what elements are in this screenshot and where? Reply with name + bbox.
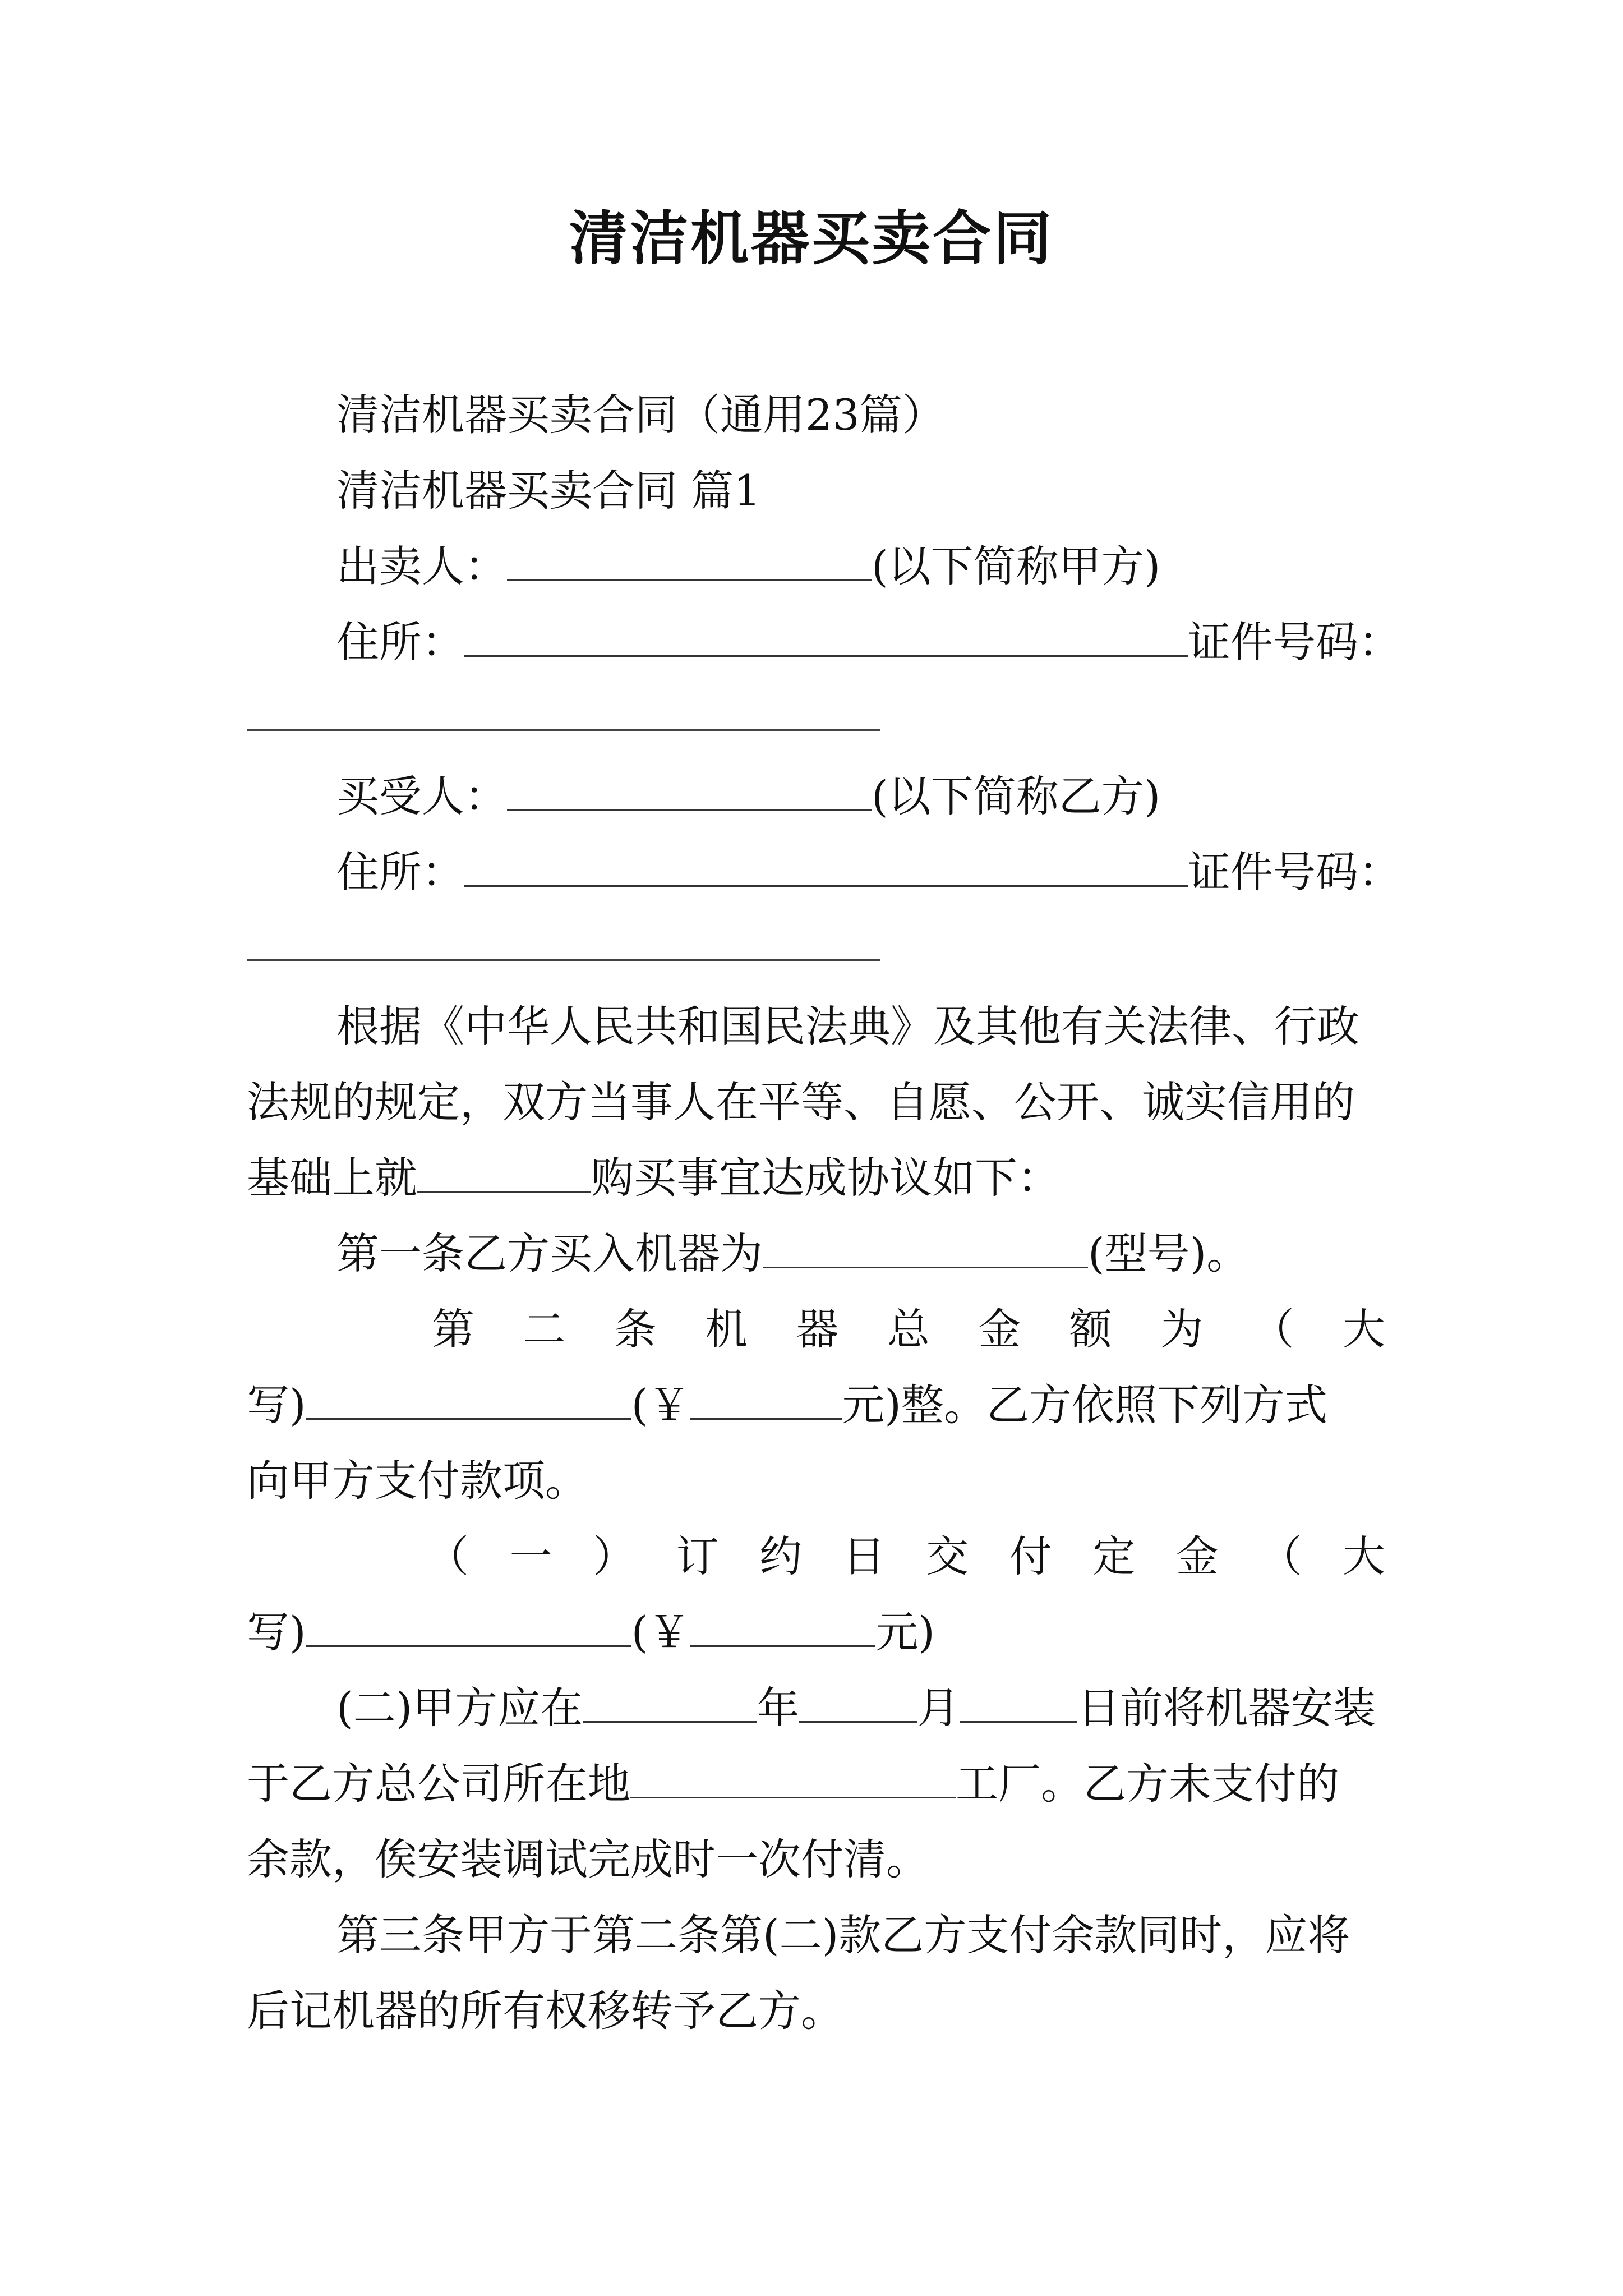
subtitle-line bbox=[247, 387, 1385, 443]
seller-address-label: 住所： bbox=[336, 617, 464, 667]
item-1-yen: (￥ bbox=[631, 1607, 691, 1657]
article-2-amount-line bbox=[247, 1377, 1385, 1433]
article-3-line bbox=[247, 1907, 1385, 1963]
month-blank[interactable] bbox=[799, 1684, 917, 1723]
seller-address-line bbox=[247, 614, 1401, 670]
day-blank[interactable] bbox=[960, 1684, 1077, 1723]
buyer-name-blank[interactable] bbox=[507, 772, 872, 811]
item-2-location-label: 于乙方总公司所在地 bbox=[247, 1759, 630, 1809]
section-heading bbox=[247, 463, 1385, 519]
model-blank[interactable] bbox=[763, 1230, 1088, 1268]
deposit-number-blank[interactable] bbox=[690, 1608, 875, 1647]
paragraph-line bbox=[247, 1074, 1385, 1130]
buyer-label: 买受人： bbox=[336, 771, 507, 821]
buyer-id-label: 证件号码： bbox=[1188, 847, 1401, 897]
document-title: 清洁机器买卖合同 bbox=[569, 204, 1054, 273]
article-2-text-3: 向甲方支付款项。 bbox=[247, 1456, 588, 1506]
paragraph-line bbox=[247, 1150, 1385, 1206]
item-2-line bbox=[247, 1680, 1385, 1736]
section-text: 清洁机器买卖合同 篇1 bbox=[336, 466, 761, 516]
buyer-address-label: 住所： bbox=[336, 847, 464, 897]
article-2-amount-end: 元)整。乙方依照下列方式 bbox=[842, 1380, 1327, 1430]
seller-address-blank[interactable] bbox=[464, 618, 1188, 657]
paragraph-line bbox=[247, 999, 1385, 1055]
month-label: 月 bbox=[917, 1683, 960, 1733]
item-1-end: 元) bbox=[875, 1607, 935, 1657]
article-3-text-2: 后记机器的所有权移转予乙方。 bbox=[247, 1986, 843, 2036]
buyer-line bbox=[247, 769, 1385, 825]
paragraph-line bbox=[247, 1983, 1385, 2039]
buyer-id-blank[interactable] bbox=[247, 959, 880, 961]
item-1-amount-line bbox=[247, 1604, 1385, 1660]
seller-name-blank[interactable] bbox=[507, 542, 872, 581]
item-2-text: (二)甲方应在 bbox=[336, 1683, 583, 1733]
article-1-end: (型号)。 bbox=[1088, 1228, 1249, 1278]
article-2-amount-label: 写) bbox=[247, 1380, 306, 1430]
intro-text-3: 基础上就 bbox=[247, 1153, 417, 1203]
seller-id-blank[interactable] bbox=[247, 729, 880, 731]
intro-text-2: 法规的规定，双方当事人在平等、自愿、公开、诚实信用的 bbox=[247, 1077, 1355, 1127]
seller-suffix: (以下简称甲方) bbox=[872, 541, 1161, 591]
paragraph-line bbox=[247, 1832, 1385, 1888]
paragraph-line bbox=[247, 1453, 1385, 1509]
buyer-address-blank[interactable] bbox=[464, 848, 1188, 887]
item-2-location-end: 工厂。乙方未支付的 bbox=[956, 1759, 1339, 1809]
article-2-line: 第二条机器总金额为（大 bbox=[432, 1304, 1385, 1354]
item-2-location-line bbox=[247, 1756, 1385, 1812]
article-1-text: 第一条乙方买入机器为 bbox=[336, 1228, 763, 1278]
item-2-end: 日前将机器安装 bbox=[1077, 1683, 1376, 1733]
article-3-text: 第三条甲方于第二条第(二)款乙方支付余款同时，应将 bbox=[336, 1910, 1350, 1960]
intro-text-3-end: 购买事宜达成协议如下： bbox=[591, 1153, 1060, 1203]
location-blank[interactable] bbox=[630, 1760, 956, 1798]
seller-line bbox=[247, 539, 1385, 595]
item-2-text-3: 余款，俟安装调试完成时一次付清。 bbox=[247, 1834, 929, 1884]
article-2-yen: (￥ bbox=[631, 1380, 691, 1430]
purchase-item-blank[interactable] bbox=[417, 1154, 591, 1193]
subtitle-text: 清洁机器买卖合同（通用23篇） bbox=[336, 390, 945, 440]
intro-text-1: 根据《中华人民共和国民法典》及其他有关法律、行政 bbox=[336, 1001, 1359, 1051]
buyer-suffix: (以下简称乙方) bbox=[872, 771, 1161, 821]
seller-label: 出卖人： bbox=[336, 541, 507, 591]
seller-id-label: 证件号码： bbox=[1188, 617, 1401, 667]
item-1-line: （一）订约日交付定金（大 bbox=[426, 1531, 1385, 1581]
article-1-line bbox=[247, 1226, 1385, 1282]
buyer-address-line bbox=[247, 844, 1401, 900]
year-label: 年 bbox=[757, 1683, 800, 1733]
item-1-amount-label: 写) bbox=[247, 1607, 306, 1657]
total-amount-words-blank[interactable] bbox=[306, 1381, 631, 1420]
year-blank[interactable] bbox=[583, 1684, 757, 1723]
deposit-words-blank[interactable] bbox=[306, 1608, 631, 1647]
total-amount-number-blank[interactable] bbox=[690, 1381, 842, 1420]
